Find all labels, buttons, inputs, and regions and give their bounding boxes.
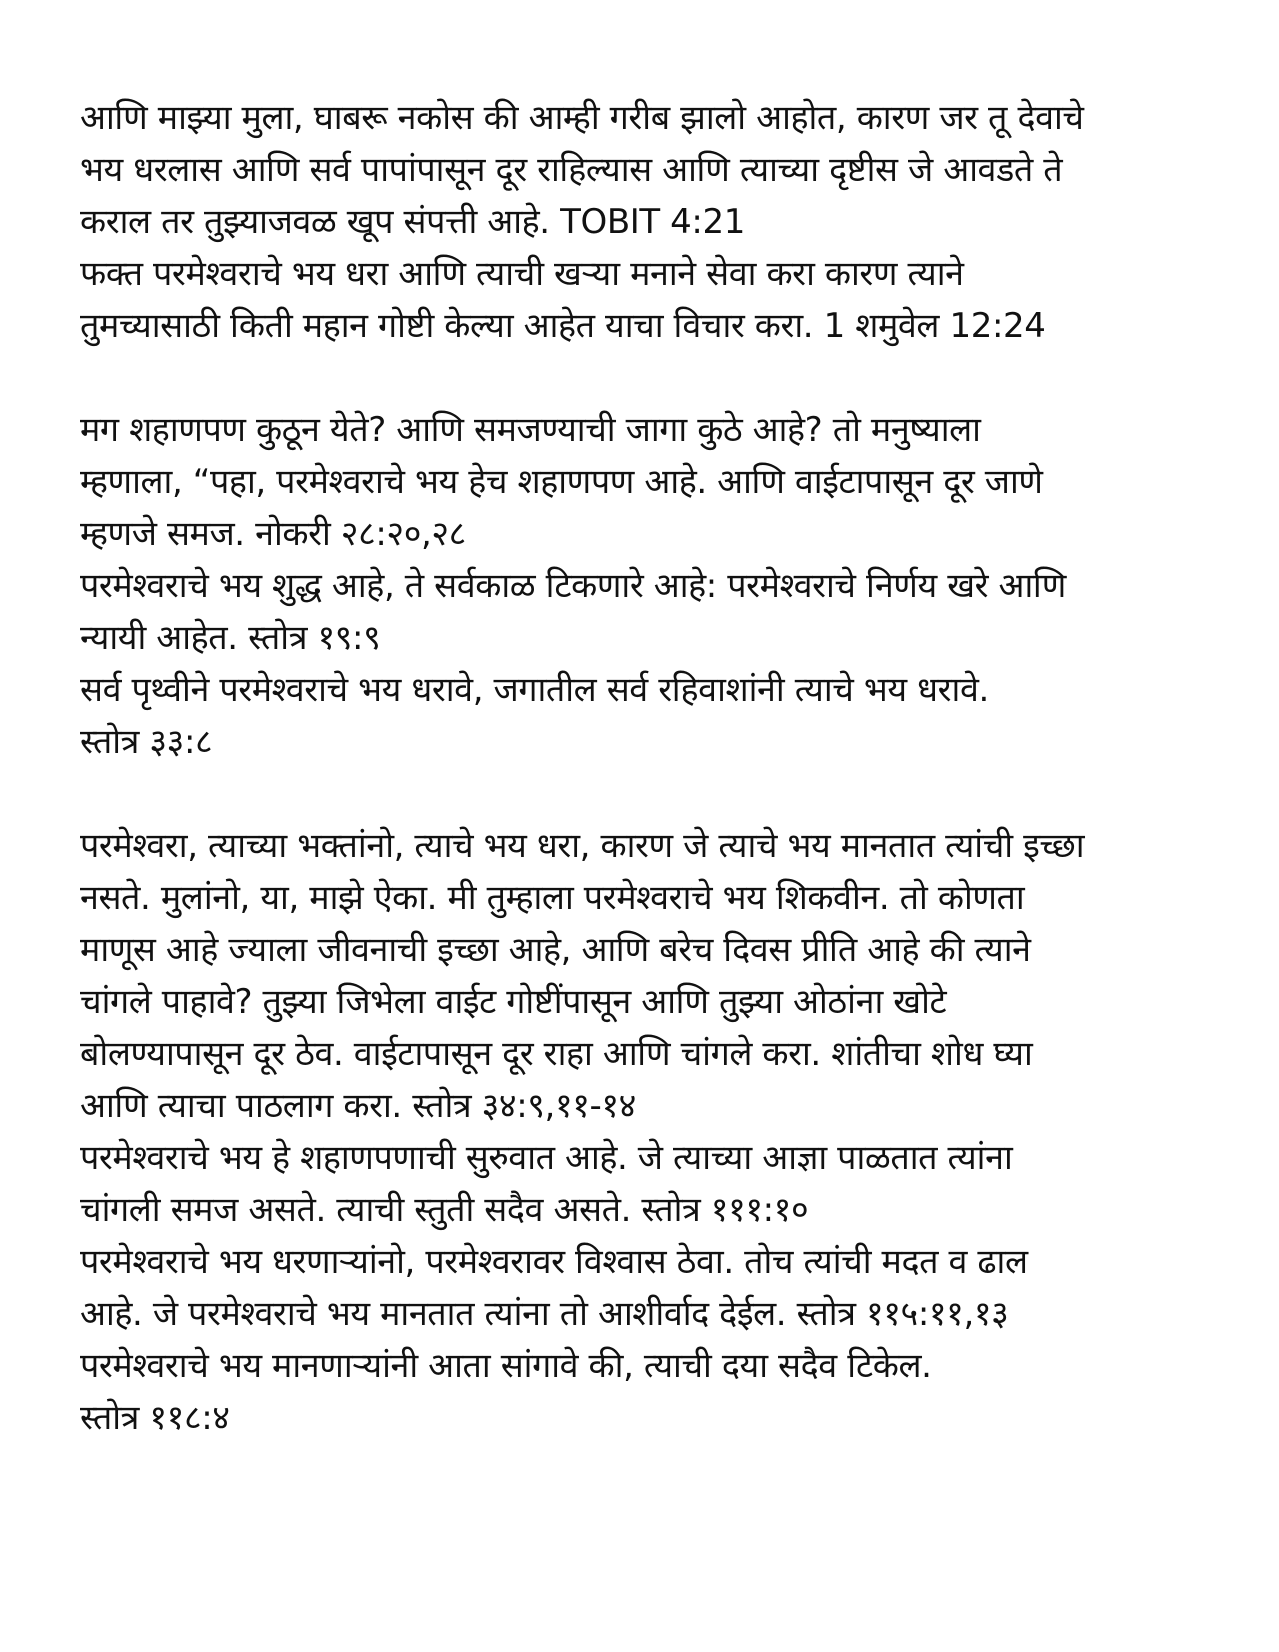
text-line: स्तोत्र ११८:४ — [80, 1398, 230, 1438]
text-line: सर्व पृथ्वीने परमेश्वराचे भय धरावे, जगातील सर्व रहिवाशांनी त्याचे भय धरावे. — [80, 670, 989, 710]
text-line: मग शहाणपण कुठून येते? आणि समजण्याची जागा कुठे आहे? तो मनुष्याला — [80, 410, 981, 450]
document-body — [80, 92, 1220, 1444]
text-line: परमेश्वरा, त्याच्या भक्तांनो, त्याचे भय धरा, कारण जे त्याचे भय मानतात त्यांची इच्छा — [80, 826, 1085, 866]
text-line: न्यायी आहेत. स्तोत्र १९:९ — [80, 618, 381, 658]
text-line: आहे. जे परमेश्वराचे भय मानतात त्यांना तो आशीर्वाद देईल. स्तोत्र ११५:११,१३ — [80, 1294, 1009, 1334]
text-line: नसते. मुलांनो, या, माझे ऐका. मी तुम्हाला परमेश्वराचे भय शिकवीन. तो कोणता — [80, 878, 1025, 918]
text-line: आणि माझ्या मुला, घाबरू नकोस की आम्ही गरीब झालो आहोत, कारण जर तू देवाचे — [80, 98, 1084, 138]
paragraph-gap — [80, 352, 1220, 404]
text-line: स्तोत्र ३३:८ — [80, 722, 213, 762]
text-line: भय धरलास आणि सर्व पापांपासून दूर राहिल्यास आणि त्याच्या दृष्टीस जे आवडते ते — [80, 150, 1063, 190]
paragraph-gap — [80, 768, 1220, 820]
text-line: परमेश्वराचे भय शुद्ध आहे, ते सर्वकाळ टिकणारे आहे: परमेश्वराचे निर्णय खरे आणि — [80, 566, 1066, 606]
text-line: तुमच्यासाठी किती महान गोष्टी केल्या आहेत याचा विचार करा. 1 शमुवेल 12:24 — [80, 306, 1046, 346]
text-line: चांगली समज असते. त्याची स्तुती सदैव असते. स्तोत्र १११:१० — [80, 1190, 809, 1230]
text-line: कराल तर तुझ्याजवळ खूप संपत्ती आहे. TOBIT 4:21 — [80, 202, 745, 242]
text-line: म्हणजे समज. नोकरी २८:२०,२८ — [80, 514, 466, 554]
text-line: माणूस आहे ज्याला जीवनाची इच्छा आहे, आणि बरेच दिवस प्रीति आहे की त्याने — [80, 930, 1031, 970]
text-line: फक्त परमेश्वराचे भय धरा आणि त्याची खऱ्या मनाने सेवा करा कारण त्याने — [80, 254, 964, 294]
text-line: परमेश्वराचे भय मानणाऱ्यांनी आता सांगावे की, त्याची दया सदैव टिकेल. — [80, 1346, 932, 1386]
text-line: चांगले पाहावे? तुझ्या जिभेला वाईट गोष्टींपासून आणि तुझ्या ओठांना खोटे — [80, 982, 947, 1022]
text-line: आणि त्याचा पाठलाग करा. स्तोत्र ३४:९,११-१४ — [80, 1086, 636, 1126]
text-line: म्हणाला, “पहा, परमेश्वराचे भय हेच शहाणपण आहे. आणि वाईटापासून दूर जाणे — [80, 462, 1043, 502]
text-line: बोलण्यापासून दूर ठेव. वाईटापासून दूर राहा आणि चांगले करा. शांतीचा शोध घ्या — [80, 1034, 1033, 1074]
text-line: परमेश्वराचे भय हे शहाणपणाची सुरुवात आहे. जे त्याच्या आज्ञा पाळतात त्यांना — [80, 1138, 1013, 1178]
text-line: परमेश्वराचे भय धरणाऱ्यांनो, परमेश्वरावर विश्वास ठेवा. तोच त्यांची मदत व ढाल — [80, 1242, 1028, 1282]
